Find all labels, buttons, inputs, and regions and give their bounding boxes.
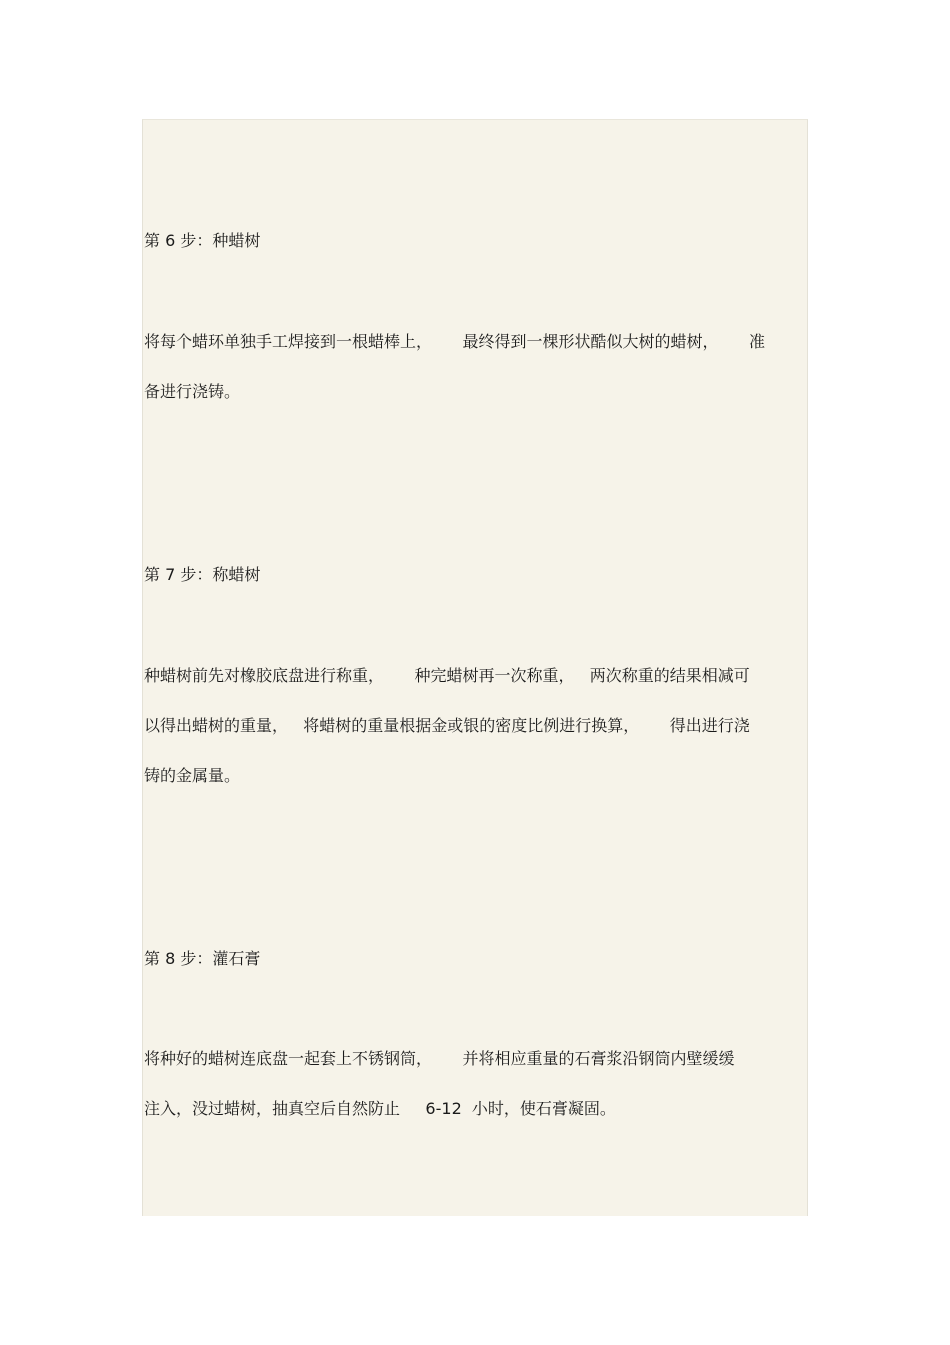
step-8-heading: 第 8 步：灌石膏 [144, 949, 261, 968]
step-7-text-line-3: 铸的金属量。 [144, 766, 241, 785]
step-6-text-line-1: 将每个蜡环单独手工焊接到一根蜡棒上， 最终得到一棵形状酷似大树的蜡树， 准 [144, 332, 766, 351]
step-8-text-line-1: 将种好的蜡树连底盘一起套上不锈钢筒， 并将相应重量的石膏浆沿钢筒内壁缓缓 [144, 1049, 735, 1068]
step-7-heading: 第 7 步：称蜡树 [144, 565, 261, 584]
step-7-text-line-1: 种蜡树前先对橡胶底盘进行称重， 种完蜡树再一次称重， 两次称重的结果相减可 [144, 666, 750, 685]
step-6-heading: 第 6 步：种蜡树 [144, 231, 261, 250]
step-6-text-line-2: 备进行浇铸。 [144, 382, 241, 401]
step-8-text-line-2: 注入，没过蜡树，抽真空后自然防止 6-12 小时，使石膏凝固。 [144, 1099, 616, 1118]
step-7-text-line-2: 以得出蜡树的重量， 将蜡树的重量根据金或银的密度比例进行换算， 得出进行浇 [144, 716, 750, 735]
